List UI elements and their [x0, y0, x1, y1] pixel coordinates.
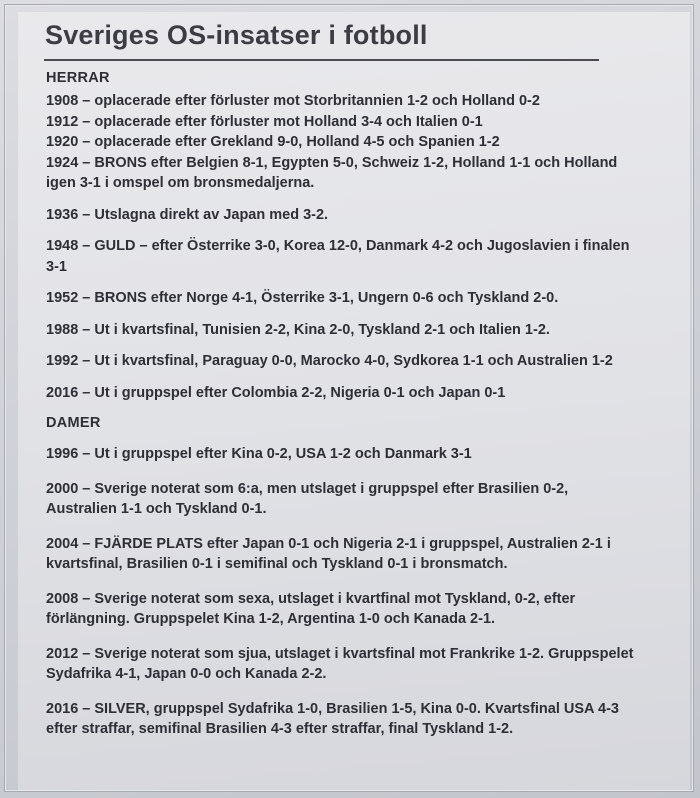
- entry-women-2008: 2008 – Sverige noterat som sexa, utslaget i kvartfinal mot Tyskland, 0-2, efter förlängning. Gruppspelet Kina 1-2, Argentina 1-0 och Kanada 2-1.: [46, 590, 576, 627]
- title-underline: [44, 59, 599, 61]
- entry-men-1948: 1948 – GULD – efter Österrike 3-0, Korea 12-0, Danmark 4-2 och Jugoslavien i finalen 3-1: [46, 238, 630, 275]
- entry-men-2016: 2016 – Ut i gruppspel efter Colombia 2-2, Nigeria 0-1 och Japan 0-1: [46, 384, 506, 401]
- entry-women-2012: 2012 – Sverige noterat som sjua, utslaget i kvartsfinal mot Frankrike 1-2. Gruppspelet Sydafrika 4-1, Japan 0-0 och Kanada 2-2.: [46, 645, 634, 682]
- section-heading-men: HERRAR: [46, 70, 110, 86]
- entry-men-1992: 1992 – Ut i kvartsfinal, Paraguay 0-0, Marocko 4-0, Sydkorea 1-1 och Australien 1-2: [46, 353, 613, 369]
- entry-women-2000: 2000 – Sverige noterat som 6:a, men utslaget i gruppspel efter Brasilien 0-2, Australien 1-1 och Tyskland 0-1.: [46, 480, 569, 517]
- entry-women-2016: 2016 – SILVER, gruppspel Sydafrika 1-0, Brasilien 1-5, Kina 0-0. Kvartsfinal USA 4-3 efter straffar, semifinal Brasilien 4-3 efter straffar, final Tyskland 1-2.: [46, 700, 619, 737]
- section-heading-women: DAMER: [46, 415, 101, 431]
- entry-men-1952: 1952 – BRONS efter Norge 4-1, Österrike 3-1, Ungern 0-6 och Tyskland 2-0.: [46, 290, 559, 306]
- entry-men-1924: 1924 – BRONS efter Belgien 8-1, Egypten 5-0, Schweiz 1-2, Holland 1-1 och Holland igen 3-1 i omspel om bronsmedaljerna.: [46, 154, 618, 191]
- entry-men-1936: 1936 – Utslagna direkt av Japan med 3-2.: [46, 206, 329, 223]
- entry-men-1908: 1908 – oplacerade efter förluster mot Storbritannien 1-2 och Holland 0-2: [46, 93, 540, 109]
- page-title: Sveriges OS-insatser i fotboll: [45, 20, 428, 50]
- entry-men-1920: 1920 – oplacerade efter Grekland 9-0, Holland 4-5 och Spanien 1-2: [46, 134, 500, 150]
- entry-women-2004: 2004 – FJÄRDE PLATS efter Japan 0-1 och Nigeria 2-1 i gruppspel, Australien 2-1 i kvartsfinal, Brasilien 0-1 i semifinal och Tyskland 0-1 i bronsmatch.: [46, 535, 611, 572]
- entry-men-1988: 1988 – Ut i kvartsfinal, Tunisien 2-2, Kina 2-0, Tyskland 2-1 och Italien 1-2.: [46, 321, 550, 338]
- entry-men-1912: 1912 – oplacerade efter förluster mot Holland 3-4 och Italien 0-1: [46, 113, 483, 130]
- entry-women-1996: 1996 – Ut i gruppspel efter Kina 0-2, USA 1-2 och Danmark 3-1: [46, 446, 472, 462]
- results-list: [46, 68, 636, 740]
